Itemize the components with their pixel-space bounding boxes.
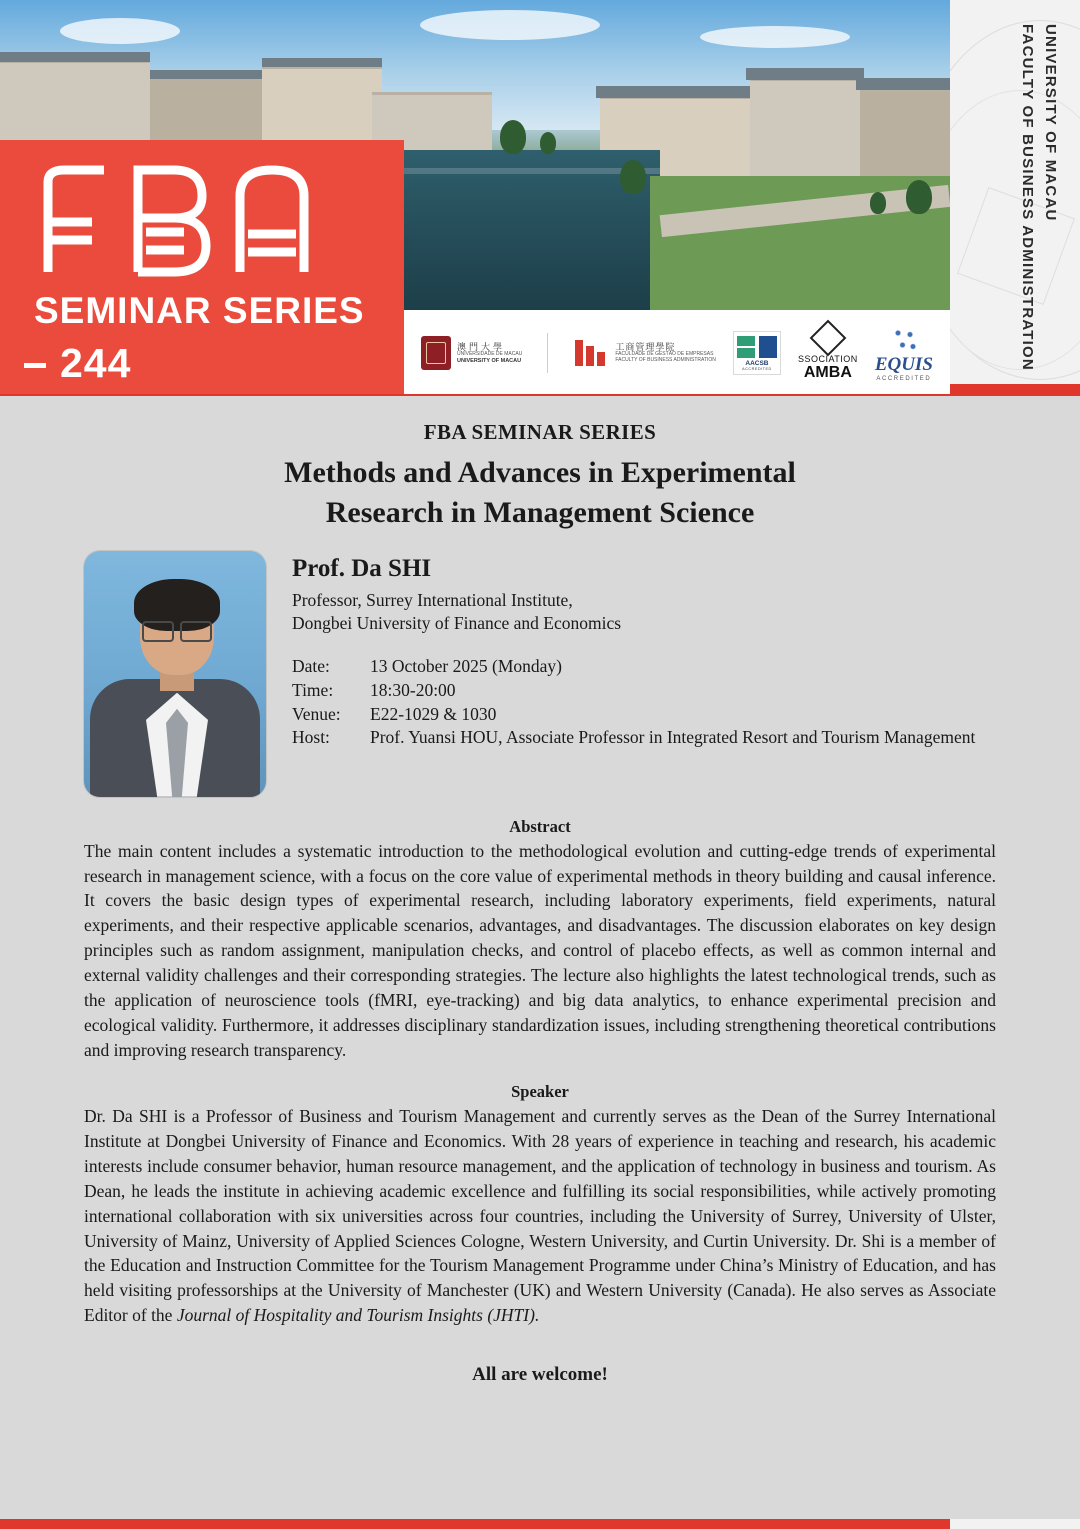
page-title [84, 453, 996, 533]
title-line-1: Methods and Advances in Experimental [284, 456, 796, 489]
amba-label: AMBA [803, 363, 852, 381]
equis-accredited-logo [875, 324, 933, 382]
equis-label: EQUIS [874, 354, 933, 375]
footer-accent-rule [0, 1519, 1080, 1529]
um-name-en: UNIVERSITY OF MACAU [457, 357, 522, 364]
detail-row-date [292, 655, 975, 679]
aacsb-sub: ACCREDITED [742, 367, 772, 371]
institution-name: UNIVERSITY OF MACAU FACULTY OF BUSINESS ADMINISTRATION [1018, 24, 1059, 371]
detail-row-host [292, 726, 975, 750]
tree [620, 160, 646, 194]
fba-mark-icon [573, 336, 609, 370]
building [860, 88, 950, 180]
series-kicker: FBA SEMINAR SERIES [423, 420, 657, 444]
detail-row-time [292, 679, 975, 703]
speaker-block [84, 551, 996, 797]
speaker-info [292, 551, 975, 797]
um-name-pt: UNIVERSIDADE DE MACAU [457, 351, 523, 358]
speaker-name: Prof. Da SHI [292, 554, 432, 582]
amba-accredited-logo [798, 325, 858, 382]
building-roof [856, 78, 950, 90]
cloud [60, 18, 180, 44]
venue-value: E22-1029 & 1030 [370, 703, 497, 724]
fba-name-pt: FACULDADE DE GESTÃO DE EMPRESAS [615, 351, 714, 358]
university-of-macau-logo [421, 336, 522, 370]
accreditation-strip [404, 310, 950, 396]
speaker-portrait [84, 551, 266, 797]
host-label: Host: [292, 727, 330, 748]
speaker-bio-text [84, 1104, 996, 1328]
cloud [700, 26, 850, 48]
building-roof [596, 86, 754, 98]
tree [870, 192, 886, 214]
header-sidebar [950, 0, 1080, 396]
equis-network-icon [889, 324, 919, 354]
fba-logo-block [0, 140, 404, 396]
building-roof [262, 58, 382, 67]
speaker-bio-heading: Speaker [511, 1082, 569, 1102]
abstract-heading: Abstract [509, 816, 571, 836]
fba-name-en: FACULTY OF BUSINESS ADMINISTRATION [615, 357, 716, 364]
venue-label: Venue: [292, 703, 341, 724]
cloud [420, 10, 600, 40]
um-name-cn: 澳門大學 [457, 341, 506, 352]
time-label: Time: [292, 679, 334, 700]
aacsb-mark-icon [735, 334, 779, 360]
building-roof [150, 70, 270, 79]
amba-small-label: SSOCIATION [797, 353, 858, 364]
time-value: 18:30-20:00 [370, 679, 456, 700]
issue-row [24, 340, 131, 387]
tree [540, 132, 556, 154]
affiliation-line-2: Dongbei University of Finance and Economics [292, 613, 622, 634]
event-details [292, 655, 975, 750]
aacsb-accredited-logo [733, 331, 781, 375]
tree [500, 120, 526, 154]
aacsb-label: AACSB [745, 360, 769, 367]
amba-diamond-icon [809, 319, 846, 356]
building-roof [746, 68, 864, 80]
series-label: SEMINAR SERIES [34, 290, 365, 331]
title-line-2: Research in Management Science [325, 495, 755, 529]
glasses-icon [142, 621, 212, 638]
dash-icon [24, 363, 46, 368]
issue-number: 244 [60, 340, 132, 386]
speaker-affiliation [292, 589, 975, 636]
accent-rule [0, 394, 1080, 396]
building-roof [0, 52, 150, 62]
bio-journal-title: Journal of Hospitality and Tourism Insights (JHTI). [176, 1305, 540, 1326]
tree [906, 180, 932, 214]
poster-header [0, 0, 1080, 396]
bio-text-main: Dr. Da SHI is a Professor of Business and Tourism Management and currently serves as the Dean of the Surrey International Institute at Dongbei University of Finance and Economics. With 28 years of experience in teaching and research, his academic interests include consumer behavior, human resource management, and the application of technology in business and tourism. As Dean, he leads the institute in achieving academic excellence and fulfilling its social responsibilities, while actively promoting international collaboration with six universities across four countries, including the University of Surrey, University of Ulster, University of Mainz, University of Applied Sciences Cologne, Western University, and Curtin University. Dr. Shi is a member of the Education and Instruction Committee for the Tourism Management Programme under China’s Ministry of Education, and has held visiting professorships at the University of Manchester (UK) and Western University (Canada). He also serves as Associate Editor of the [84, 1106, 996, 1326]
um-seal-icon [421, 336, 451, 370]
host-value: Prof. Yuansi HOU, Associate Professor in Integrated Resort and Tourism Management [370, 727, 976, 748]
abstract-text: The main content includes a systematic introduction to the methodological evolution and cutting-edge trends of experimental research in management science, with a focus on the core value of experimental methods in theory building and causal inference. It covers the basic design types of experimental research, including laboratory experiments, field experiments, natural experiments, and their respective applicable scenarios, advantages, and disadvantages. The discussion elaborates on key design principles such as random assignment, manipulation checks, and control of placebo effects, as well as common internal and external validity challenges and their corresponding strategies. The lecture also highlights the latest technological trends, such as the application of neuroscience tools (fMRI, eye-tracking) and big data analytics, to enhance experimental precision and ecological validity. Furthermore, it addresses disciplinary standardization issues, including strengthening theoretical contributions and improving research transparency. [84, 840, 996, 1060]
poster-body [0, 396, 1080, 1386]
fba-faculty-logo [573, 336, 716, 370]
divider [547, 333, 548, 373]
affiliation-line-1: Professor, Surrey International Institute, [292, 589, 573, 610]
date-value: 13 October 2025 (Monday) [370, 656, 562, 677]
building [750, 78, 860, 178]
detail-row-venue [292, 703, 975, 727]
fba-wordmark-icon [34, 160, 334, 290]
equis-sub: ACCREDITED [876, 376, 932, 382]
speaker-bio-section [84, 1082, 996, 1328]
fba-name-cn: 工商管理學院 [615, 342, 676, 353]
welcome-note: All are welcome! [472, 1363, 608, 1385]
date-label: Date: [292, 656, 330, 677]
